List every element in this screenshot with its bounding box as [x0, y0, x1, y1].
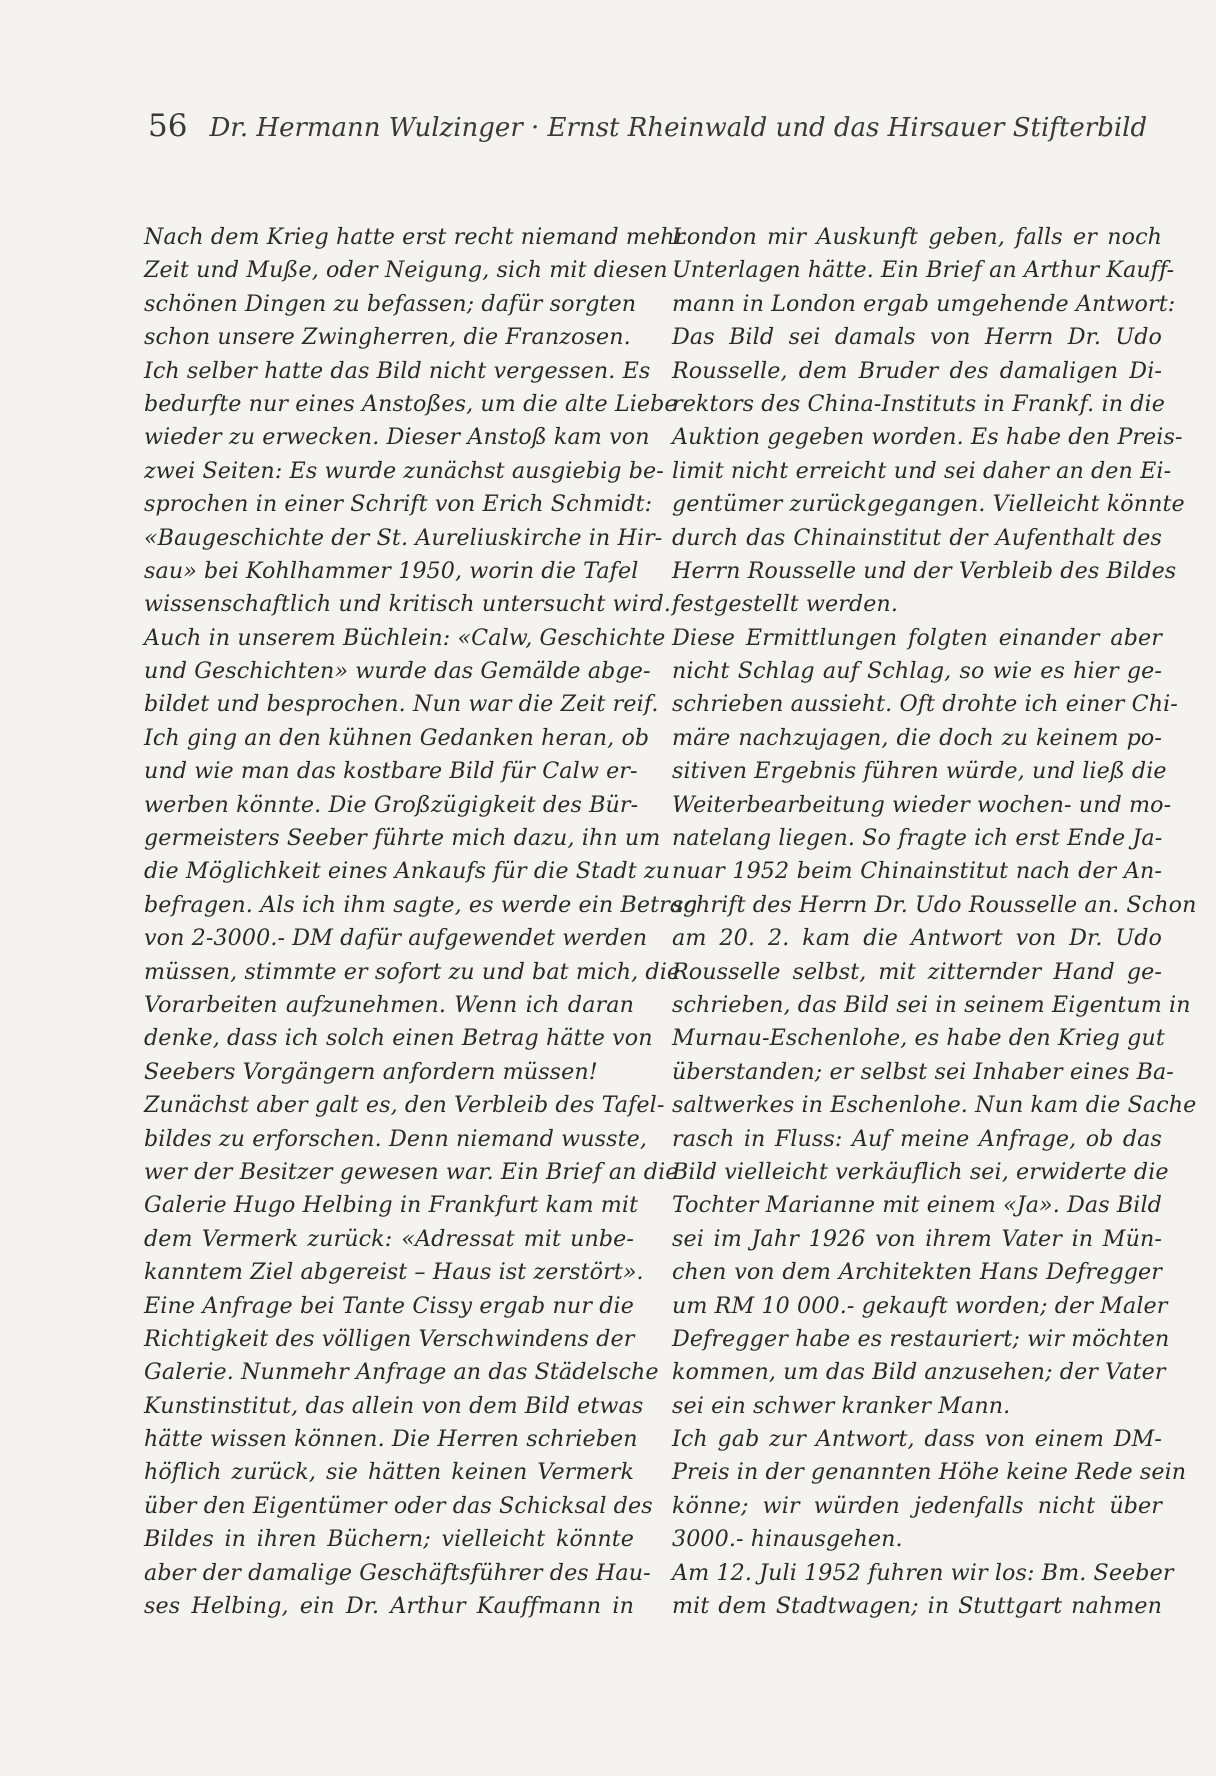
text-line: sei ein schwer kranker Mann.	[672, 1392, 1011, 1419]
text-line: Tochter Marianne mit einem «Ja». Das Bild	[672, 1192, 1162, 1219]
text-column-left	[144, 221, 698, 1623]
text-line: dem Vermerk zurück: «Adressat mit unbe-	[144, 1225, 634, 1252]
text-line: Eine Anfrage bei Tante Cissy ergab nur die	[144, 1292, 634, 1319]
text-line: bildet und besprochen. Nun war die Zeit reif.	[144, 691, 659, 718]
text-line: schrieben, das Bild sei in seinem Eigentum in	[672, 991, 1191, 1018]
text-line: Das Bild sei damals von Herrn Dr. Udo	[672, 324, 1162, 351]
text-line: und wie man das kostbare Bild für Calw er-	[144, 758, 638, 785]
text-line: zwei Seiten: Es wurde zunächst ausgiebig be-	[144, 457, 664, 484]
text-line: sprochen in einer Schrift von Erich Schmidt:	[144, 491, 653, 518]
text-line: 3000.- hinausgehen.	[672, 1526, 903, 1553]
text-line: schönen Dingen zu befassen; dafür sorgten	[144, 290, 637, 317]
text-line: wer der Besitzer gewesen war. Ein Brief an die	[144, 1158, 679, 1185]
text-line: könne; wir würden jedenfalls nicht über	[672, 1492, 1162, 1519]
text-line: sei im Jahr 1926 von ihrem Vater in Mün-	[672, 1225, 1162, 1252]
text-column-right	[672, 221, 1197, 1623]
text-line: Am 12. Juli 1952 fuhren wir los: Bm. Seeber	[672, 1559, 1174, 1586]
text-line: Weiterbearbeitung wieder wochen- und mo-	[672, 791, 1172, 818]
text-line: Ich gab zur Antwort, dass von einem DM-	[672, 1426, 1162, 1453]
text-line: wieder zu erwecken. Dieser Anstoß kam von	[144, 424, 650, 451]
text-line: London mir Auskunft geben, falls er noch	[672, 224, 1162, 250]
text-line: Unterlagen hätte. Ein Brief an Arthur Kauff-	[672, 257, 1175, 284]
text-line: natelang liegen. So fragte ich erst Ende Ja-	[672, 825, 1163, 852]
text-line: aber der damalige Geschäftsführer des Hau-	[144, 1559, 651, 1586]
text-line: Preis in der genannten Höhe keine Rede sein	[672, 1459, 1187, 1486]
text-line: die Möglichkeit eines Ankaufs für die Stadt zu	[144, 858, 671, 885]
text-line: gentümer zurückgegangen. Vielleicht könnte	[672, 491, 1185, 518]
page-number: 56	[148, 108, 188, 144]
text-line: überstanden; er selbst sei Inhaber eines Ba-	[672, 1058, 1174, 1085]
text-line: Bild vielleicht verkäuflich sei, erwiderte die	[672, 1158, 1169, 1185]
text-line: durch das Chinainstitut der Aufenthalt des	[672, 524, 1162, 551]
text-line: saltwerkes in Eschenlohe. Nun kam die Sache	[672, 1092, 1197, 1119]
text-line: nuar 1952 beim Chinainstitut nach der An-	[672, 858, 1162, 885]
text-line: Auktion gegeben worden. Es habe den Preis-	[672, 424, 1183, 451]
running-title: Dr. Hermann Wulzinger · Ernst Rheinwald und das Hirsauer Stifterbild	[209, 113, 1148, 143]
text-line: Herrn Rousselle und der Verbleib des Bildes	[672, 557, 1177, 584]
text-line: Zunächst aber galt es, den Verbleib des Tafel-	[144, 1092, 665, 1119]
text-line: schrift des Herrn Dr. Udo Rousselle an. Schon	[672, 891, 1197, 918]
running-header	[148, 108, 1147, 144]
text-line: Defregger habe es restauriert; wir möchten	[672, 1325, 1170, 1352]
text-line: Auch in unserem Büchlein: «Calw, Geschichte	[144, 624, 666, 651]
text-line: um RM 10 000.- gekauft worden; der Maler	[672, 1292, 1168, 1319]
text-line: ses Helbing, ein Dr. Arthur Kauffmann in	[144, 1593, 634, 1620]
text-line: mit dem Stadtwagen; in Stuttgart nahmen	[672, 1593, 1162, 1620]
text-line: bildes zu erforschen. Denn niemand wusste,	[144, 1125, 647, 1152]
text-line: Nach dem Krieg hatte erst recht niemand mehr	[144, 224, 686, 250]
text-line: chen von dem Architekten Hans Defregger	[672, 1259, 1162, 1286]
text-line: schrieben aussieht. Oft drohte ich einer Chi-	[672, 691, 1178, 718]
text-line: kommen, um das Bild anzusehen; der Vater	[672, 1359, 1166, 1386]
text-line: rasch in Fluss: Auf meine Anfrage, ob das	[672, 1125, 1162, 1152]
text-line: Rousselle, dem Bruder des damaligen Di-	[672, 357, 1162, 384]
text-line: nicht Schlag auf Schlag, so wie es hier ge-	[672, 658, 1162, 685]
text-line: märe nachzujagen, die doch zu keinem po-	[672, 724, 1162, 751]
text-line: befragen. Als ich ihm sagte, es werde ein Betrag	[144, 891, 698, 918]
text-line: kanntem Ziel abgereist – Haus ist zerstört».	[144, 1259, 644, 1286]
text-line: denke, dass ich solch einen Betrag hätte von	[144, 1025, 653, 1052]
text-line: Seebers Vorgängern anfordern müssen!	[144, 1058, 598, 1085]
text-line: mann in London ergab umgehende Antwort:	[672, 290, 1176, 317]
text-line: Richtigkeit des völligen Verschwindens der	[144, 1325, 635, 1352]
text-line: sau» bei Kohlhammer 1950, worin die Tafel	[144, 557, 639, 584]
text-line: Ich ging an den kühnen Gedanken heran, ob	[144, 724, 650, 751]
text-line: Bildes in ihren Büchern; vielleicht könnte	[144, 1526, 634, 1553]
text-line: Murnau-Eschenlohe, es habe den Krieg gut	[672, 1025, 1165, 1052]
text-line: bedurfte nur eines Anstoßes, um die alte Liebe	[144, 390, 678, 417]
text-line: Diese Ermittlungen folgten einander aber	[672, 624, 1162, 651]
text-line: am 20. 2. kam die Antwort von Dr. Udo	[672, 925, 1162, 952]
text-line: werben könnte. Die Großzügigkeit des Bür-	[144, 791, 639, 818]
text-line: höflich zurück, sie hätten keinen Vermerk	[144, 1459, 634, 1486]
text-line: Galerie. Nunmehr Anfrage an das Städelsche	[144, 1359, 659, 1386]
text-line: festgestellt werden.	[672, 591, 898, 618]
text-line: germeisters Seeber führte mich dazu, ihn um	[144, 825, 661, 852]
text-line: hätte wissen können. Die Herren schrieben	[144, 1426, 638, 1453]
text-line: Zeit und Muße, oder Neigung, sich mit diesen	[144, 257, 668, 284]
text-line: Kunstinstitut, das allein von dem Bild etwas	[144, 1392, 644, 1419]
text-line: limit nicht erreicht und sei daher an den Ei-	[672, 457, 1172, 484]
text-line: müssen, stimmte er sofort zu und bat mich, die	[144, 958, 681, 985]
text-line: sitiven Ergebnis führen würde, und ließ die	[672, 758, 1167, 785]
text-line: und Geschichten» wurde das Gemälde abge-	[144, 658, 651, 685]
text-line: Vorarbeiten aufzunehmen. Wenn ich daran	[144, 991, 634, 1018]
text-line: «Baugeschichte der St. Aureliuskirche in Hir-	[144, 524, 663, 551]
text-line: über den Eigentümer oder das Schicksal des	[144, 1492, 653, 1519]
text-line: rektors des China-Instituts in Frankf. in die	[672, 390, 1165, 417]
text-line: Galerie Hugo Helbing in Frankfurt kam mit	[144, 1192, 639, 1219]
text-line: Ich selber hatte das Bild nicht vergessen. Es	[144, 357, 651, 384]
text-line: von 2-3000.- DM dafür aufgewendet werden	[144, 925, 648, 952]
text-line: Rousselle selbst, mit zitternder Hand ge-	[672, 958, 1162, 985]
text-line: schon unsere Zwingherren, die Franzosen.	[144, 324, 631, 351]
text-line: wissenschaftlich und kritisch untersucht wird.	[144, 591, 671, 618]
